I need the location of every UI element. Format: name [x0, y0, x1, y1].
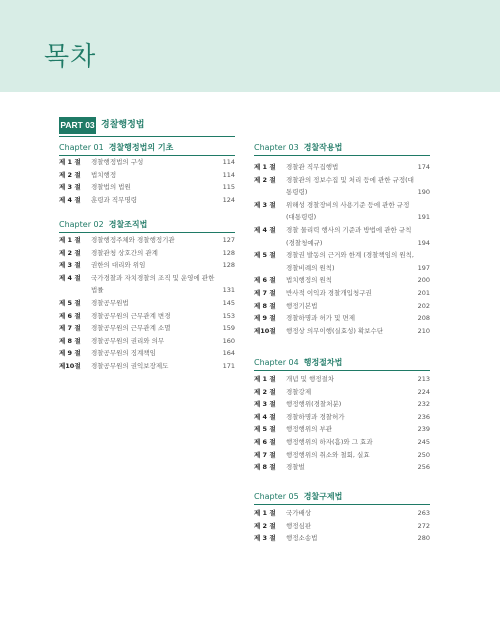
section-title: 경찰공무원법: [91, 298, 129, 307]
section-number: 제 5 절: [254, 425, 276, 434]
page-number: 280: [417, 534, 430, 543]
section-number: 제 9 절: [254, 314, 276, 323]
page-number: 256: [417, 463, 430, 472]
toc-entry[interactable]: [254, 287, 430, 300]
chapter-heading: [254, 141, 342, 155]
page-number: 200: [417, 276, 430, 285]
page-number: 191: [417, 213, 430, 222]
chapter-heading: [59, 218, 147, 232]
chapter-label: Chapter 05: [254, 492, 299, 501]
section-title: 개념 및 행정절차: [286, 375, 335, 383]
section-title: 경찰행정주체와 경찰행정기관: [91, 236, 175, 244]
section-title: 권한의 대리와 위임: [91, 261, 146, 270]
section-title: 경찰공무원의 근무관계 변경: [91, 311, 171, 320]
chapter-title: 경찰조직법: [108, 220, 148, 229]
section-number: 제 7 절: [59, 324, 81, 333]
section-number: 제 6 절: [254, 276, 276, 285]
section-number: 제 7 절: [254, 288, 276, 297]
section-number: 제 3 절: [254, 534, 276, 543]
section-title: 행정소송법: [286, 534, 318, 543]
page-number: 128: [222, 261, 235, 270]
section-title: 국가배상: [286, 509, 312, 517]
toc-entry[interactable]: [59, 347, 235, 360]
toc-entry[interactable]: [59, 259, 235, 272]
page-number: 232: [417, 400, 430, 409]
toc-entry[interactable]: [254, 199, 430, 224]
section-title: 행정행위의 부관: [286, 425, 333, 434]
section-title: 경찰공무원의 권리와 의무: [91, 336, 165, 345]
section-number: 제 7 절: [254, 450, 276, 459]
chapter-label: Chapter 04: [254, 358, 299, 367]
page-number: 124: [222, 195, 235, 204]
section-title: 경찰 물리력 행사의 기준과 방법에 관한 규칙(경찰청예규): [286, 225, 412, 247]
page-number: 201: [417, 288, 430, 297]
section-number: 제 3 절: [254, 400, 276, 409]
page-number: 127: [222, 236, 235, 244]
section-title: 행정행위의 취소와 철회, 실효: [286, 450, 370, 459]
chapter-rule: [254, 504, 430, 505]
toc-entry[interactable]: [59, 234, 235, 247]
toc-entry[interactable]: [254, 325, 430, 338]
toc-list: [254, 373, 430, 474]
page-number: 153: [222, 311, 235, 320]
section-title: 국가경찰과 자치경찰의 조직 및 운영에 관한 법률: [91, 273, 215, 295]
toc-entry[interactable]: [59, 272, 235, 297]
page-number: 250: [417, 450, 430, 459]
chapter-heading: [254, 490, 342, 504]
page-number: 224: [417, 387, 430, 396]
section-number: 제 8 절: [254, 463, 276, 472]
section-title: 경찰공무원의 근무관계 소멸: [91, 324, 171, 333]
page-number: 239: [417, 425, 430, 434]
toc-entry[interactable]: [254, 520, 430, 533]
toc-entry[interactable]: [254, 312, 430, 325]
page-number: 263: [417, 509, 430, 517]
section-title: 법치행정의 원칙: [286, 276, 333, 285]
section-title: 훈령과 직무명령: [91, 195, 138, 204]
section-number: 제 1 절: [254, 375, 276, 383]
toc-entry[interactable]: [254, 436, 430, 449]
page-number: 213: [417, 375, 430, 383]
toc-entry[interactable]: [59, 310, 235, 323]
section-title: 경찰공무원의 징계책임: [91, 349, 156, 358]
page-number: 210: [417, 326, 430, 335]
page-number: 245: [417, 437, 430, 446]
page-number: 171: [222, 361, 235, 370]
chapter-rule: [254, 155, 430, 156]
section-number: 제 2 절: [254, 387, 276, 396]
section-number: 제 1 절: [254, 509, 276, 517]
toc-list: [254, 161, 430, 337]
page-number: 114: [222, 170, 235, 179]
toc-entry[interactable]: [59, 297, 235, 310]
chapter-title: 경찰행정법의 기초: [108, 143, 174, 152]
page-number: 272: [417, 521, 430, 530]
section-number: 제 8 절: [59, 336, 81, 345]
section-title: 경찰법의 법원: [91, 183, 131, 192]
section-number: 제 2 절: [59, 248, 81, 257]
chapter-label: Chapter 02: [59, 220, 104, 229]
page-number: 194: [417, 238, 430, 247]
toc-entry[interactable]: [59, 169, 235, 182]
section-title: 행정심판: [286, 521, 312, 530]
chapter-rule: [59, 232, 235, 233]
section-number: 제 3 절: [59, 183, 81, 192]
section-number: 제 3 절: [59, 261, 81, 270]
section-number: 제 2 절: [59, 170, 81, 179]
section-title: 행정기본법: [286, 301, 318, 310]
toc-entry[interactable]: [254, 532, 430, 545]
toc-list: [59, 234, 235, 373]
toc-entry[interactable]: [254, 249, 430, 274]
part-header: [59, 117, 235, 137]
section-number: 제 2 절: [254, 521, 276, 530]
chapter-heading: [59, 141, 173, 155]
toc-entry[interactable]: [59, 156, 235, 169]
toc-entry[interactable]: [254, 161, 430, 174]
page-title: 목차: [44, 42, 97, 72]
section-number: 제10절: [59, 361, 81, 370]
section-number: 제 4 절: [59, 195, 81, 204]
toc-entry[interactable]: [254, 373, 430, 386]
section-number: 제 1 절: [59, 158, 81, 166]
toc-entry[interactable]: [59, 322, 235, 335]
page-number: 160: [222, 336, 235, 345]
section-number: 제 4 절: [254, 412, 276, 421]
toc-entry[interactable]: [254, 224, 430, 249]
section-number: 제 6 절: [59, 311, 81, 320]
chapter-rule: [254, 370, 430, 371]
section-number: 제 4 절: [59, 273, 81, 282]
chapter-label: Chapter 01: [59, 143, 104, 152]
section-number: 제 9 절: [59, 349, 81, 358]
toc-entry[interactable]: [254, 411, 430, 424]
section-number: 제 4 절: [254, 225, 276, 234]
section-title: 경찰관 직무집행법: [286, 163, 339, 171]
page-number: 197: [417, 263, 430, 272]
section-number: 제 2 절: [254, 175, 276, 184]
section-title: 경찰강제: [286, 387, 312, 396]
section-number: 제10절: [254, 326, 276, 335]
section-number: 제 1 절: [254, 163, 276, 171]
toc-entry[interactable]: [59, 194, 235, 207]
section-title: 행정행위의 하자(흠)와 그 효과: [286, 437, 373, 446]
page-number: 128: [222, 248, 235, 257]
toc-entry[interactable]: [59, 335, 235, 348]
section-title: 위해성 경찰장비의 사용기준 등에 관한 규정(대통령령): [286, 200, 410, 222]
page-number: 174: [417, 163, 430, 171]
section-title: 행정행위(경찰처분): [286, 400, 342, 409]
section-number: 제 1 절: [59, 236, 81, 244]
section-title: 경찰권 발동의 근거와 한계 (경찰책임의 원칙, 경찰비례의 원칙): [286, 251, 414, 272]
page-number: 208: [417, 314, 430, 323]
chapter-title: 경찰작용법: [303, 143, 343, 152]
part-label: PART 03: [59, 117, 96, 134]
page-number: 131: [222, 286, 235, 295]
toc-entry[interactable]: [254, 398, 430, 411]
page-number: 236: [417, 412, 430, 421]
section-title: 법치행정: [91, 170, 117, 179]
toc-entry[interactable]: [254, 449, 430, 462]
toc-entry[interactable]: [254, 423, 430, 436]
chapter-label: Chapter 03: [254, 143, 299, 152]
page-number: 114: [222, 158, 235, 166]
toc-entry[interactable]: [254, 274, 430, 287]
section-title: 경찰하명과 경찰허가: [286, 412, 345, 421]
section-title: 경찰관의 정보수집 및 처리 등에 관한 규정(대통령령): [286, 175, 414, 197]
section-title: 경찰공무원의 권익보장제도: [91, 361, 169, 370]
section-title: 경찰하명과 허가 및 면제: [286, 314, 355, 323]
section-title: 행정상 의무이행(실효성) 확보수단: [286, 326, 384, 335]
toc-entry[interactable]: [59, 247, 235, 260]
section-number: 제 5 절: [59, 298, 81, 307]
toc-entry[interactable]: [59, 181, 235, 194]
page-number: 164: [222, 349, 235, 358]
page-number: 145: [222, 298, 235, 307]
page-number: 190: [417, 188, 430, 197]
toc-entry[interactable]: [254, 507, 430, 520]
section-title: 반사적 이익과 경찰개입청구권: [286, 288, 372, 297]
part-title: 경찰행정법: [101, 120, 145, 130]
toc-list: [254, 507, 430, 545]
section-title: 경찰벌: [286, 463, 305, 472]
chapter-title: 행정절차법: [303, 358, 343, 367]
toc-entry[interactable]: [254, 300, 430, 313]
section-number: 제 5 절: [254, 251, 276, 260]
page-number: 115: [222, 183, 235, 192]
page-number: 202: [417, 301, 430, 310]
chapter-heading: [254, 356, 342, 370]
page-number: 159: [222, 324, 235, 333]
section-title: 경찰행정법의 구성: [91, 158, 144, 166]
chapter-title: 경찰구제법: [303, 492, 343, 501]
section-number: 제 8 절: [254, 301, 276, 310]
toc-list: [59, 156, 235, 206]
toc-entry[interactable]: [254, 461, 430, 474]
toc-entry[interactable]: [59, 360, 235, 373]
section-number: 제 6 절: [254, 437, 276, 446]
toc-entry[interactable]: [254, 174, 430, 199]
section-title: 경찰관청 상호간의 관계: [91, 248, 158, 257]
section-number: 제 3 절: [254, 200, 276, 209]
toc-entry[interactable]: [254, 386, 430, 399]
